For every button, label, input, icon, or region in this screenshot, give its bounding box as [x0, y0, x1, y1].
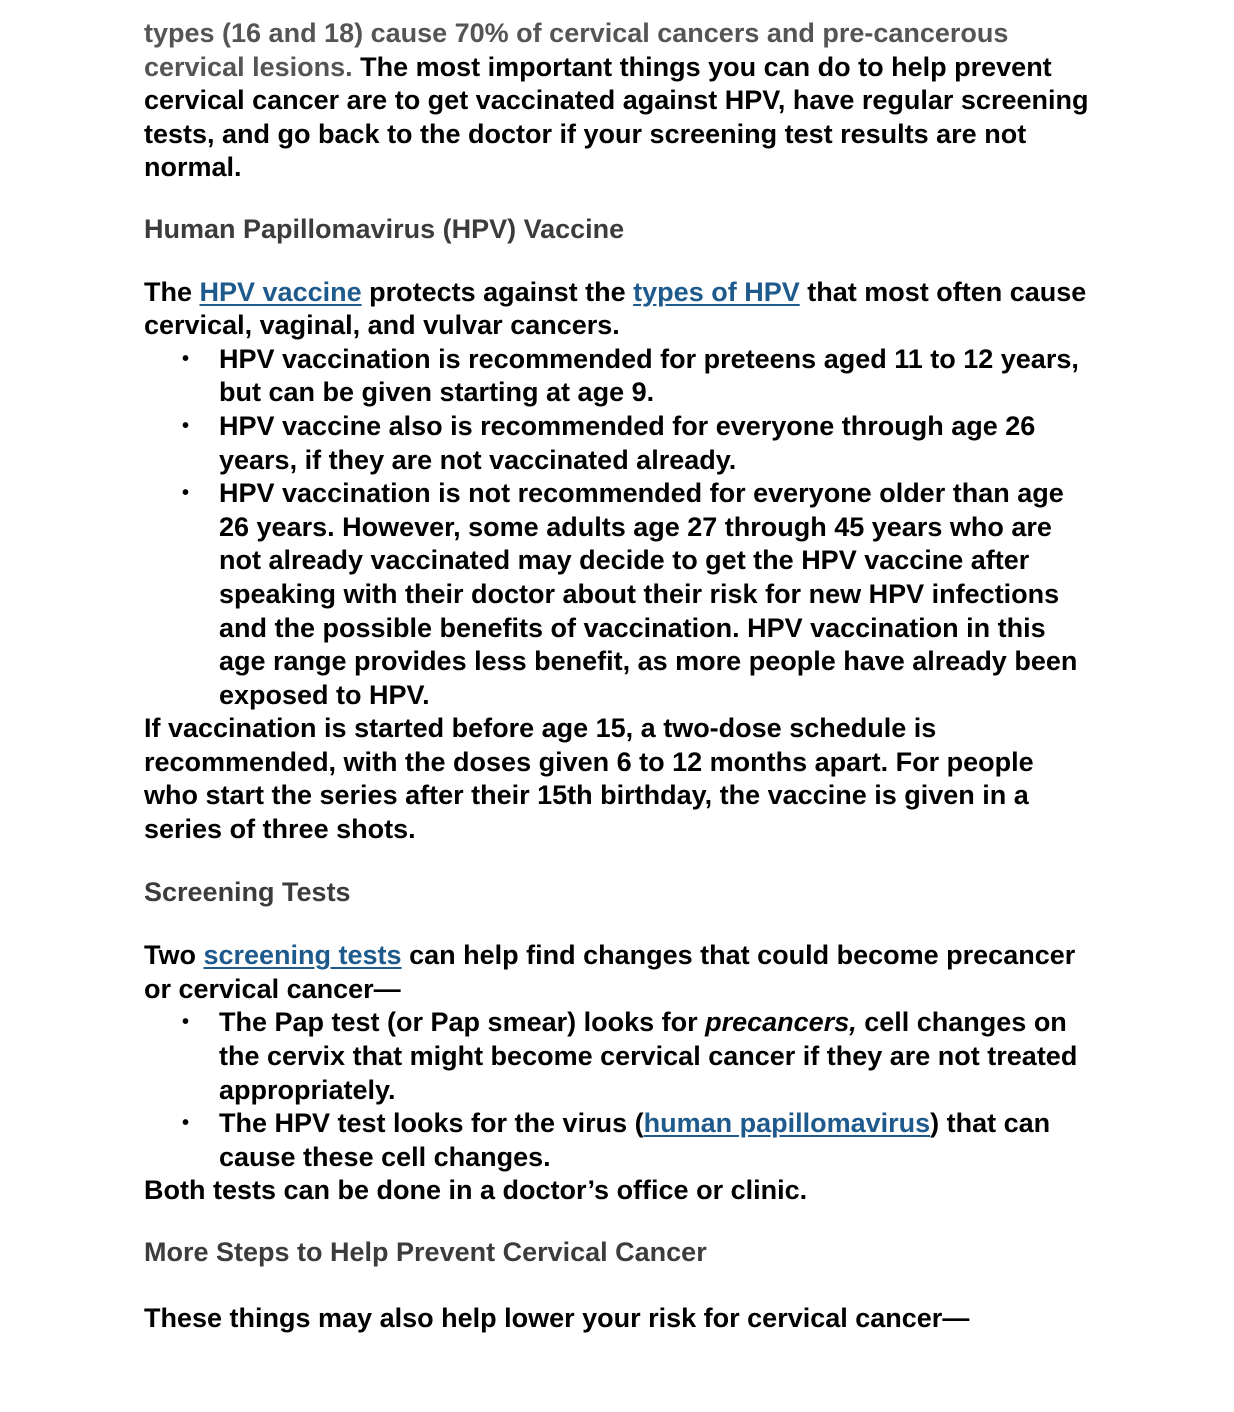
- dose-schedule-paragraph: If vaccination is started before age 15, a two-dose schedule is recommended, with the doses given 6 to 12 months apart. For people who start the series after their 15th birthday, the vaccine is given in a series of three shots.: [144, 713, 1034, 845]
- hpv-para-text-b: protects against the: [361, 276, 634, 307]
- bullet-icon: •: [182, 482, 190, 505]
- screening-tests-heading: Screening Tests: [144, 876, 351, 907]
- list-item-emphasis: precancers,: [705, 1007, 857, 1038]
- more-steps-paragraph: These things may also help lower your risk for cervical cancer—: [144, 1302, 970, 1333]
- list-item-text: cell changes on the cervix that might become cervical cancer if they are not treated appropriately.: [219, 1007, 1078, 1105]
- list-item: [144, 1006, 1094, 1107]
- more-steps-heading: More Steps to Help Prevent Cervical Cancer: [144, 1237, 707, 1267]
- screening-tests-link[interactable]: screening tests: [203, 940, 402, 971]
- intro-gray-text: types (16 and 18) cause 70% of cervical cancers and pre-cancerous cervical lesions.: [144, 18, 1009, 82]
- list-item-text: ) that can cause these cell changes.: [219, 1108, 1051, 1172]
- intro-paragraph: [144, 17, 1094, 185]
- human-papillomavirus-link[interactable]: human papillomavirus: [643, 1108, 931, 1139]
- screening-tests-paragraph: [144, 939, 1094, 1006]
- list-item: [144, 1107, 1094, 1174]
- screening-para-text-b: can help find changes that could become precancer or cervical cancer—: [144, 940, 1076, 1004]
- screening-bullet-list: [144, 1006, 1094, 1174]
- list-item-text: HPV vaccine also is recommended for everyone through age 26 years, if they are not vaccinated already.: [219, 410, 1036, 475]
- hpv-para-text-a: The: [144, 276, 200, 307]
- screening-para-text-a: Two: [144, 940, 204, 971]
- hpv-vaccine-link[interactable]: HPV vaccine: [199, 276, 362, 307]
- list-item-text: The HPV test looks for the virus (: [219, 1108, 644, 1139]
- list-item: [144, 343, 1094, 410]
- intro-black-text: The most important things you can do to help prevent cervical cancer are to get vaccinated against HPV, have regular screening tests, and go back to the doctor if your screening test results are not normal.: [144, 51, 1089, 183]
- list-item-text: The Pap test (or Pap smear) looks for: [219, 1007, 706, 1038]
- bullet-icon: •: [182, 414, 190, 437]
- hpv-bullet-list: [144, 343, 1094, 713]
- document-page: [144, 17, 1094, 1335]
- tests-location-paragraph: Both tests can be done in a doctor’s office or clinic.: [144, 1175, 808, 1206]
- bullet-icon: •: [182, 347, 190, 370]
- list-item-text: HPV vaccination is recommended for preteens aged 11 to 12 years, but can be given starting at age 9.: [219, 343, 1079, 408]
- list-item-text: HPV vaccination is not recommended for everyone older than age 26 years. However, some adults age 27 through 45 years who are not already vaccinated may decide to get the HPV vaccine after speaking with their doctor about their risk for new HPV infections and the possible benefits of vaccination. HPV vaccination in this age range provides less benefit, as more people have already been exposed to HPV.: [219, 478, 1078, 710]
- types-of-hpv-link[interactable]: types of HPV: [633, 276, 800, 307]
- hpv-vaccine-paragraph: [144, 276, 1094, 343]
- hpv-para-text-c: that most often cause cervical, vaginal, and vulvar cancers.: [144, 276, 1087, 341]
- hpv-vaccine-heading: Human Papillomavirus (HPV) Vaccine: [144, 213, 625, 244]
- list-item: [144, 410, 1094, 477]
- bullet-icon: •: [182, 1112, 190, 1135]
- list-item: [144, 477, 1094, 712]
- bullet-icon: •: [182, 1011, 190, 1034]
